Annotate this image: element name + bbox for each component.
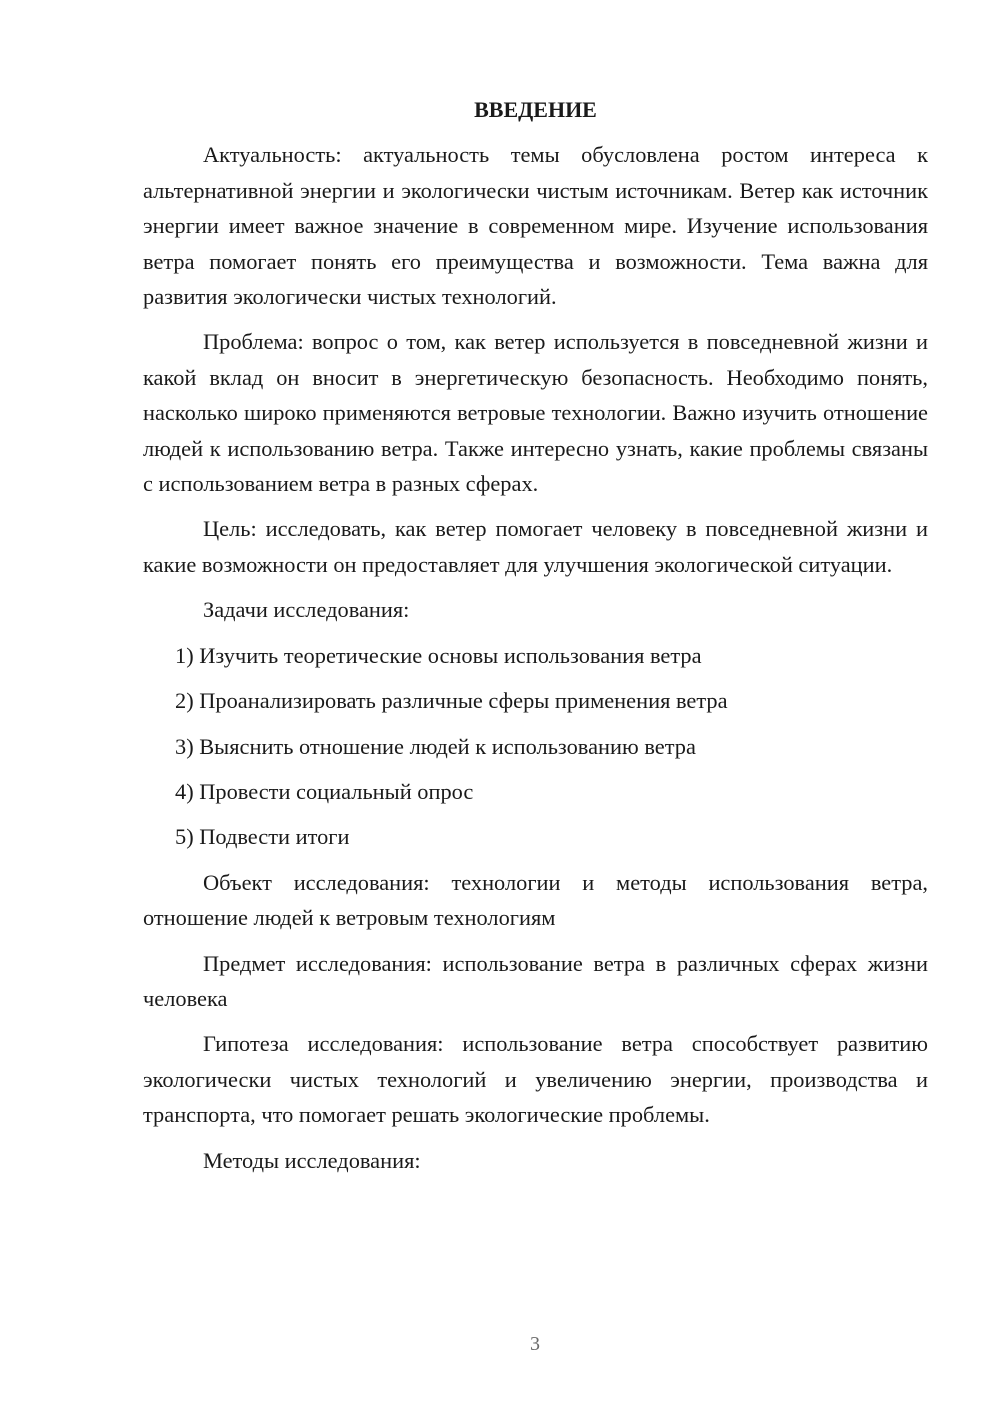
list-item: 5) Подвести итоги (175, 824, 350, 850)
tasks-list (143, 638, 928, 855)
list-item: 1) Изучить теоретические основы использования ветра (175, 642, 702, 668)
object-paragraph: Объект исследования: технологии и методы использования ветра, отношение людей к ветровым технологиям (143, 869, 928, 931)
page-title: ВВЕДЕНИЕ (474, 97, 597, 122)
relevance-paragraph: Актуальность: актуальность темы обусловлена ростом интереса к альтернативной энергии и экологически чистым источникам. Ветер как источник энергии имеет важное значение в современном мире. Изучение использования ветра помогает понять его преимущества и возможности. Тема важна для развития экологически чистых технологий. (143, 142, 928, 310)
page-number: 3 (530, 1333, 540, 1355)
subject-paragraph: Предмет исследования: использование ветра в различных сферах жизни человека (143, 950, 928, 1011)
list-item: 3) Выяснить отношение людей к использованию ветра (175, 733, 696, 759)
list-item: 2) Проанализировать различные сферы применения ветра (175, 688, 728, 714)
list-item: 4) Провести социальный опрос (175, 778, 474, 804)
problem-paragraph: Проблема: вопрос о том, как ветер используется в повседневной жизни и какой вклад он вносит в энергетическую безопасность. Необходимо понять, насколько широко применяются ветровые технологии. Важно изучить отношение людей к использованию ветра. Также интересно узнать, какие проблемы связаны с использованием ветра в разных сферах. (143, 329, 928, 497)
goal-paragraph: Цель: исследовать, как ветер помогает человеку в повседневной жизни и какие возможности он предоставляет для улучшения экологической ситуации. (143, 516, 928, 577)
methods-heading: Методы исследования: (203, 1147, 421, 1173)
document-page (143, 92, 928, 1188)
tasks-heading: Задачи исследования: (203, 597, 410, 623)
hypothesis-paragraph: Гипотеза исследования: использование ветра способствует развитию экологически чистых технологий и увеличению энергии, производства и транспорта, что помогает решать экологические проблемы. (143, 1031, 928, 1128)
